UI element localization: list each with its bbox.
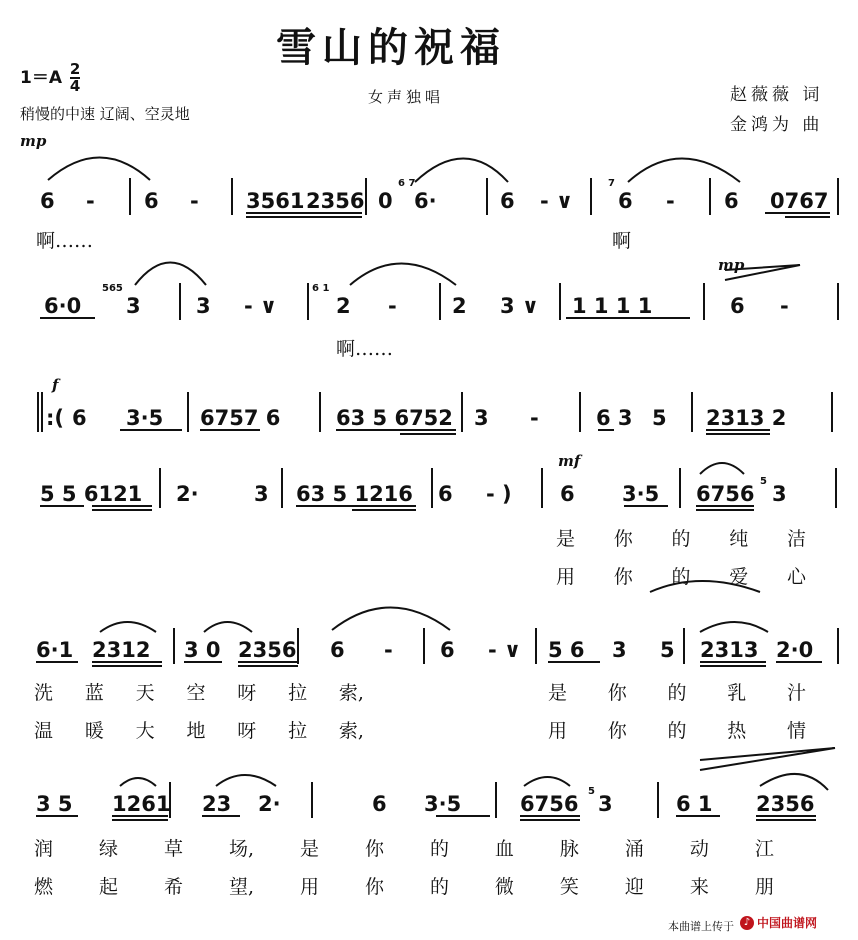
lyric-char: 动 bbox=[689, 838, 709, 860]
svg-text:565: 565 bbox=[102, 283, 123, 294]
lyric-char: 的 bbox=[667, 720, 687, 742]
dynamic-mp-2: mp bbox=[718, 256, 745, 274]
svg-text:63 5 1216: 63 5 1216 bbox=[296, 482, 413, 506]
lyric-char: 的 bbox=[671, 566, 691, 588]
svg-text:2312: 2312 bbox=[92, 638, 151, 662]
svg-text:3 5: 3 5 bbox=[36, 792, 73, 816]
svg-text:2: 2 bbox=[336, 294, 351, 318]
svg-text:3·5: 3·5 bbox=[622, 482, 660, 506]
svg-text:5 5 6121: 5 5 6121 bbox=[40, 482, 143, 506]
time-top: 2 bbox=[69, 60, 81, 78]
svg-text:3: 3 bbox=[196, 294, 211, 318]
svg-text:3·5: 3·5 bbox=[424, 792, 462, 816]
svg-text:-: - bbox=[666, 189, 675, 213]
site-logo[interactable] bbox=[740, 914, 817, 931]
lyric-char: 绿 bbox=[98, 838, 118, 860]
svg-text:2356: 2356 bbox=[238, 638, 297, 662]
svg-text:-: - bbox=[388, 294, 397, 318]
svg-text:6: 6 bbox=[372, 792, 387, 816]
svg-text:-: - bbox=[86, 189, 95, 213]
svg-text::(: :( bbox=[46, 406, 64, 430]
lyric-row1-b: 啊 bbox=[612, 230, 632, 252]
lyric-char: 蓝 bbox=[84, 682, 104, 704]
svg-text:3: 3 bbox=[126, 294, 141, 318]
svg-text:3561: 3561 bbox=[246, 189, 305, 213]
svg-text:6: 6 bbox=[618, 189, 633, 213]
lyric-char: 温 bbox=[34, 720, 54, 742]
lyric-char: 笑 bbox=[559, 876, 579, 898]
lyric-char: 血 bbox=[494, 838, 514, 860]
svg-text:3·5: 3·5 bbox=[126, 406, 164, 430]
dynamic-f: f bbox=[52, 376, 59, 394]
lyric-char: 暖 bbox=[84, 720, 104, 742]
lyric-char: 爱 bbox=[729, 566, 749, 588]
lyric-char: 希 bbox=[163, 876, 183, 898]
svg-text:2356: 2356 bbox=[306, 189, 365, 213]
svg-text:3: 3 bbox=[474, 406, 489, 430]
lyric-char: 心 bbox=[786, 566, 806, 588]
lyric-char: 起 bbox=[98, 876, 118, 898]
music-note-icon: ♪ bbox=[740, 916, 754, 930]
lyric-row5-verse1-b bbox=[548, 678, 806, 705]
svg-text:- ∨: - ∨ bbox=[488, 638, 522, 662]
svg-text:6 7: 6 7 bbox=[398, 178, 416, 189]
svg-text:6 1: 6 1 bbox=[676, 792, 713, 816]
svg-text:0: 0 bbox=[378, 189, 393, 213]
time-bottom: 4 bbox=[69, 77, 81, 95]
lyric-char: 拉 bbox=[288, 682, 308, 704]
lyric-char: 润 bbox=[34, 838, 54, 860]
svg-text:2356: 2356 bbox=[756, 792, 815, 816]
dynamic-mf: mf bbox=[558, 452, 581, 470]
svg-text:1261: 1261 bbox=[112, 792, 171, 816]
lyric-char: 你 bbox=[607, 682, 627, 704]
svg-text:5: 5 bbox=[760, 476, 767, 487]
svg-text:- ∨: - ∨ bbox=[540, 189, 574, 213]
lyric-char: 是 bbox=[548, 682, 568, 704]
lyric-row2-a: 啊…… bbox=[336, 338, 394, 360]
lyric-char: 草 bbox=[163, 838, 183, 860]
tempo-marking: 稍慢的中速 辽阔、空灵地 bbox=[20, 105, 190, 123]
svg-text:6: 6 bbox=[440, 638, 455, 662]
svg-text:3: 3 bbox=[598, 792, 613, 816]
lyric-row5-verse1-a bbox=[34, 678, 364, 705]
lyric-char: 天 bbox=[135, 682, 155, 704]
lyric-char: 你 bbox=[613, 566, 633, 588]
song-title: 雪山的祝福 bbox=[276, 24, 506, 71]
svg-text:2313 2: 2313 2 bbox=[706, 406, 787, 430]
lyric-char: 用 bbox=[548, 720, 568, 742]
lyric-char: 来 bbox=[689, 876, 709, 898]
lyric-char: 拉 bbox=[288, 720, 308, 742]
lyric-char: 汁 bbox=[786, 682, 806, 704]
lyric-char: 热 bbox=[727, 720, 747, 742]
svg-text:6: 6 bbox=[730, 294, 745, 318]
svg-text:6756: 6756 bbox=[520, 792, 579, 816]
lyric-char: 的 bbox=[671, 528, 691, 550]
lyric-char: 用 bbox=[556, 566, 576, 588]
svg-text:6·0: 6·0 bbox=[44, 294, 82, 318]
lyric-char: 你 bbox=[607, 720, 627, 742]
svg-text:63 5 6752: 63 5 6752 bbox=[336, 406, 453, 430]
svg-text:3 0: 3 0 bbox=[184, 638, 221, 662]
svg-text:5: 5 bbox=[660, 638, 675, 662]
svg-text:-: - bbox=[384, 638, 393, 662]
lyric-char: 你 bbox=[364, 838, 384, 860]
svg-text:6: 6 bbox=[144, 189, 159, 213]
lyric-char: 洁 bbox=[786, 528, 806, 550]
lyric-row1-a: 啊…… bbox=[36, 230, 94, 252]
lyric-char: 的 bbox=[667, 682, 687, 704]
lyric-char: 索, bbox=[338, 720, 364, 742]
composer-credit: 金鸿为 曲 bbox=[730, 115, 824, 135]
svg-text:6 1: 6 1 bbox=[312, 283, 330, 294]
svg-text:6: 6 bbox=[500, 189, 515, 213]
lyric-char: 迎 bbox=[624, 876, 644, 898]
lyric-row4-verse2 bbox=[556, 562, 806, 589]
svg-text:3: 3 bbox=[254, 482, 269, 506]
lyric-char: 是 bbox=[556, 528, 576, 550]
svg-text:6: 6 bbox=[560, 482, 575, 506]
lyric-char: 你 bbox=[364, 876, 384, 898]
svg-text:5 6: 5 6 bbox=[548, 638, 585, 662]
lyric-char: 脉 bbox=[559, 838, 579, 860]
upload-note: 本曲谱上传于 bbox=[668, 920, 734, 933]
lyric-char: 乳 bbox=[727, 682, 747, 704]
svg-text:5: 5 bbox=[588, 786, 595, 797]
svg-text:2·0: 2·0 bbox=[776, 638, 814, 662]
svg-text:6: 6 bbox=[40, 189, 55, 213]
lyric-char: 地 bbox=[186, 720, 206, 742]
svg-text:6757 6: 6757 6 bbox=[200, 406, 281, 430]
lyric-char: 望, bbox=[228, 876, 254, 898]
svg-text:2·: 2· bbox=[176, 482, 199, 506]
svg-text:2: 2 bbox=[452, 294, 467, 318]
lyric-row5-verse2-b bbox=[548, 716, 806, 743]
lyric-row6-verse1 bbox=[34, 834, 774, 861]
lyric-char: 的 bbox=[429, 838, 449, 860]
lyric-char: 情 bbox=[786, 720, 806, 742]
dynamic-mp-1: mp bbox=[20, 132, 47, 150]
lyric-char: 是 bbox=[299, 838, 319, 860]
lyric-char: 朋 bbox=[754, 876, 774, 898]
svg-text:-: - bbox=[530, 406, 539, 430]
performance-type: 女声独唱 bbox=[368, 88, 445, 106]
lyric-row6-verse2 bbox=[34, 872, 774, 899]
lyric-char: 场, bbox=[228, 838, 254, 860]
svg-text:3: 3 bbox=[772, 482, 787, 506]
lyric-char: 你 bbox=[613, 528, 633, 550]
lyric-char: 呀 bbox=[237, 720, 257, 742]
lyric-char: 江 bbox=[754, 838, 774, 860]
lyric-char: 燃 bbox=[34, 876, 54, 898]
lyric-char: 大 bbox=[135, 720, 155, 742]
svg-text:6756: 6756 bbox=[696, 482, 755, 506]
svg-text:- ): - ) bbox=[486, 482, 512, 506]
svg-text:6 3: 6 3 bbox=[596, 406, 633, 430]
svg-text:7: 7 bbox=[608, 178, 615, 189]
lyric-char: 用 bbox=[299, 876, 319, 898]
lyric-char: 索, bbox=[338, 682, 364, 704]
svg-text:-: - bbox=[190, 189, 199, 213]
lyric-char: 洗 bbox=[34, 682, 54, 704]
svg-text:6: 6 bbox=[330, 638, 345, 662]
site-name: 中国曲谱网 bbox=[757, 916, 818, 930]
svg-text:6: 6 bbox=[724, 189, 739, 213]
svg-text:6·: 6· bbox=[414, 189, 437, 213]
svg-text:2313: 2313 bbox=[700, 638, 759, 662]
lyricist-credit: 赵薇薇 词 bbox=[730, 85, 824, 105]
svg-text:-: - bbox=[780, 294, 789, 318]
svg-text:1 1 1 1: 1 1 1 1 bbox=[572, 294, 653, 318]
svg-text:6: 6 bbox=[438, 482, 453, 506]
lyric-char: 的 bbox=[429, 876, 449, 898]
svg-text:0767: 0767 bbox=[770, 189, 829, 213]
lyric-char: 微 bbox=[494, 876, 514, 898]
lyric-row5-verse2-a bbox=[34, 716, 364, 743]
svg-text:23: 23 bbox=[202, 792, 232, 816]
svg-text:6·1: 6·1 bbox=[36, 638, 74, 662]
svg-text:- ∨: - ∨ bbox=[244, 294, 278, 318]
svg-text:6: 6 bbox=[72, 406, 87, 430]
lyric-char: 纯 bbox=[729, 528, 749, 550]
svg-text:5: 5 bbox=[652, 406, 667, 430]
lyric-char: 涌 bbox=[624, 838, 644, 860]
lyric-char: 呀 bbox=[237, 682, 257, 704]
svg-text:3: 3 bbox=[612, 638, 627, 662]
lyric-char: 空 bbox=[186, 682, 206, 704]
svg-text:2·: 2· bbox=[258, 792, 281, 816]
lyric-row4-verse1 bbox=[556, 524, 806, 551]
key-label: 1＝A bbox=[20, 68, 62, 88]
svg-text:3 ∨: 3 ∨ bbox=[500, 294, 539, 318]
